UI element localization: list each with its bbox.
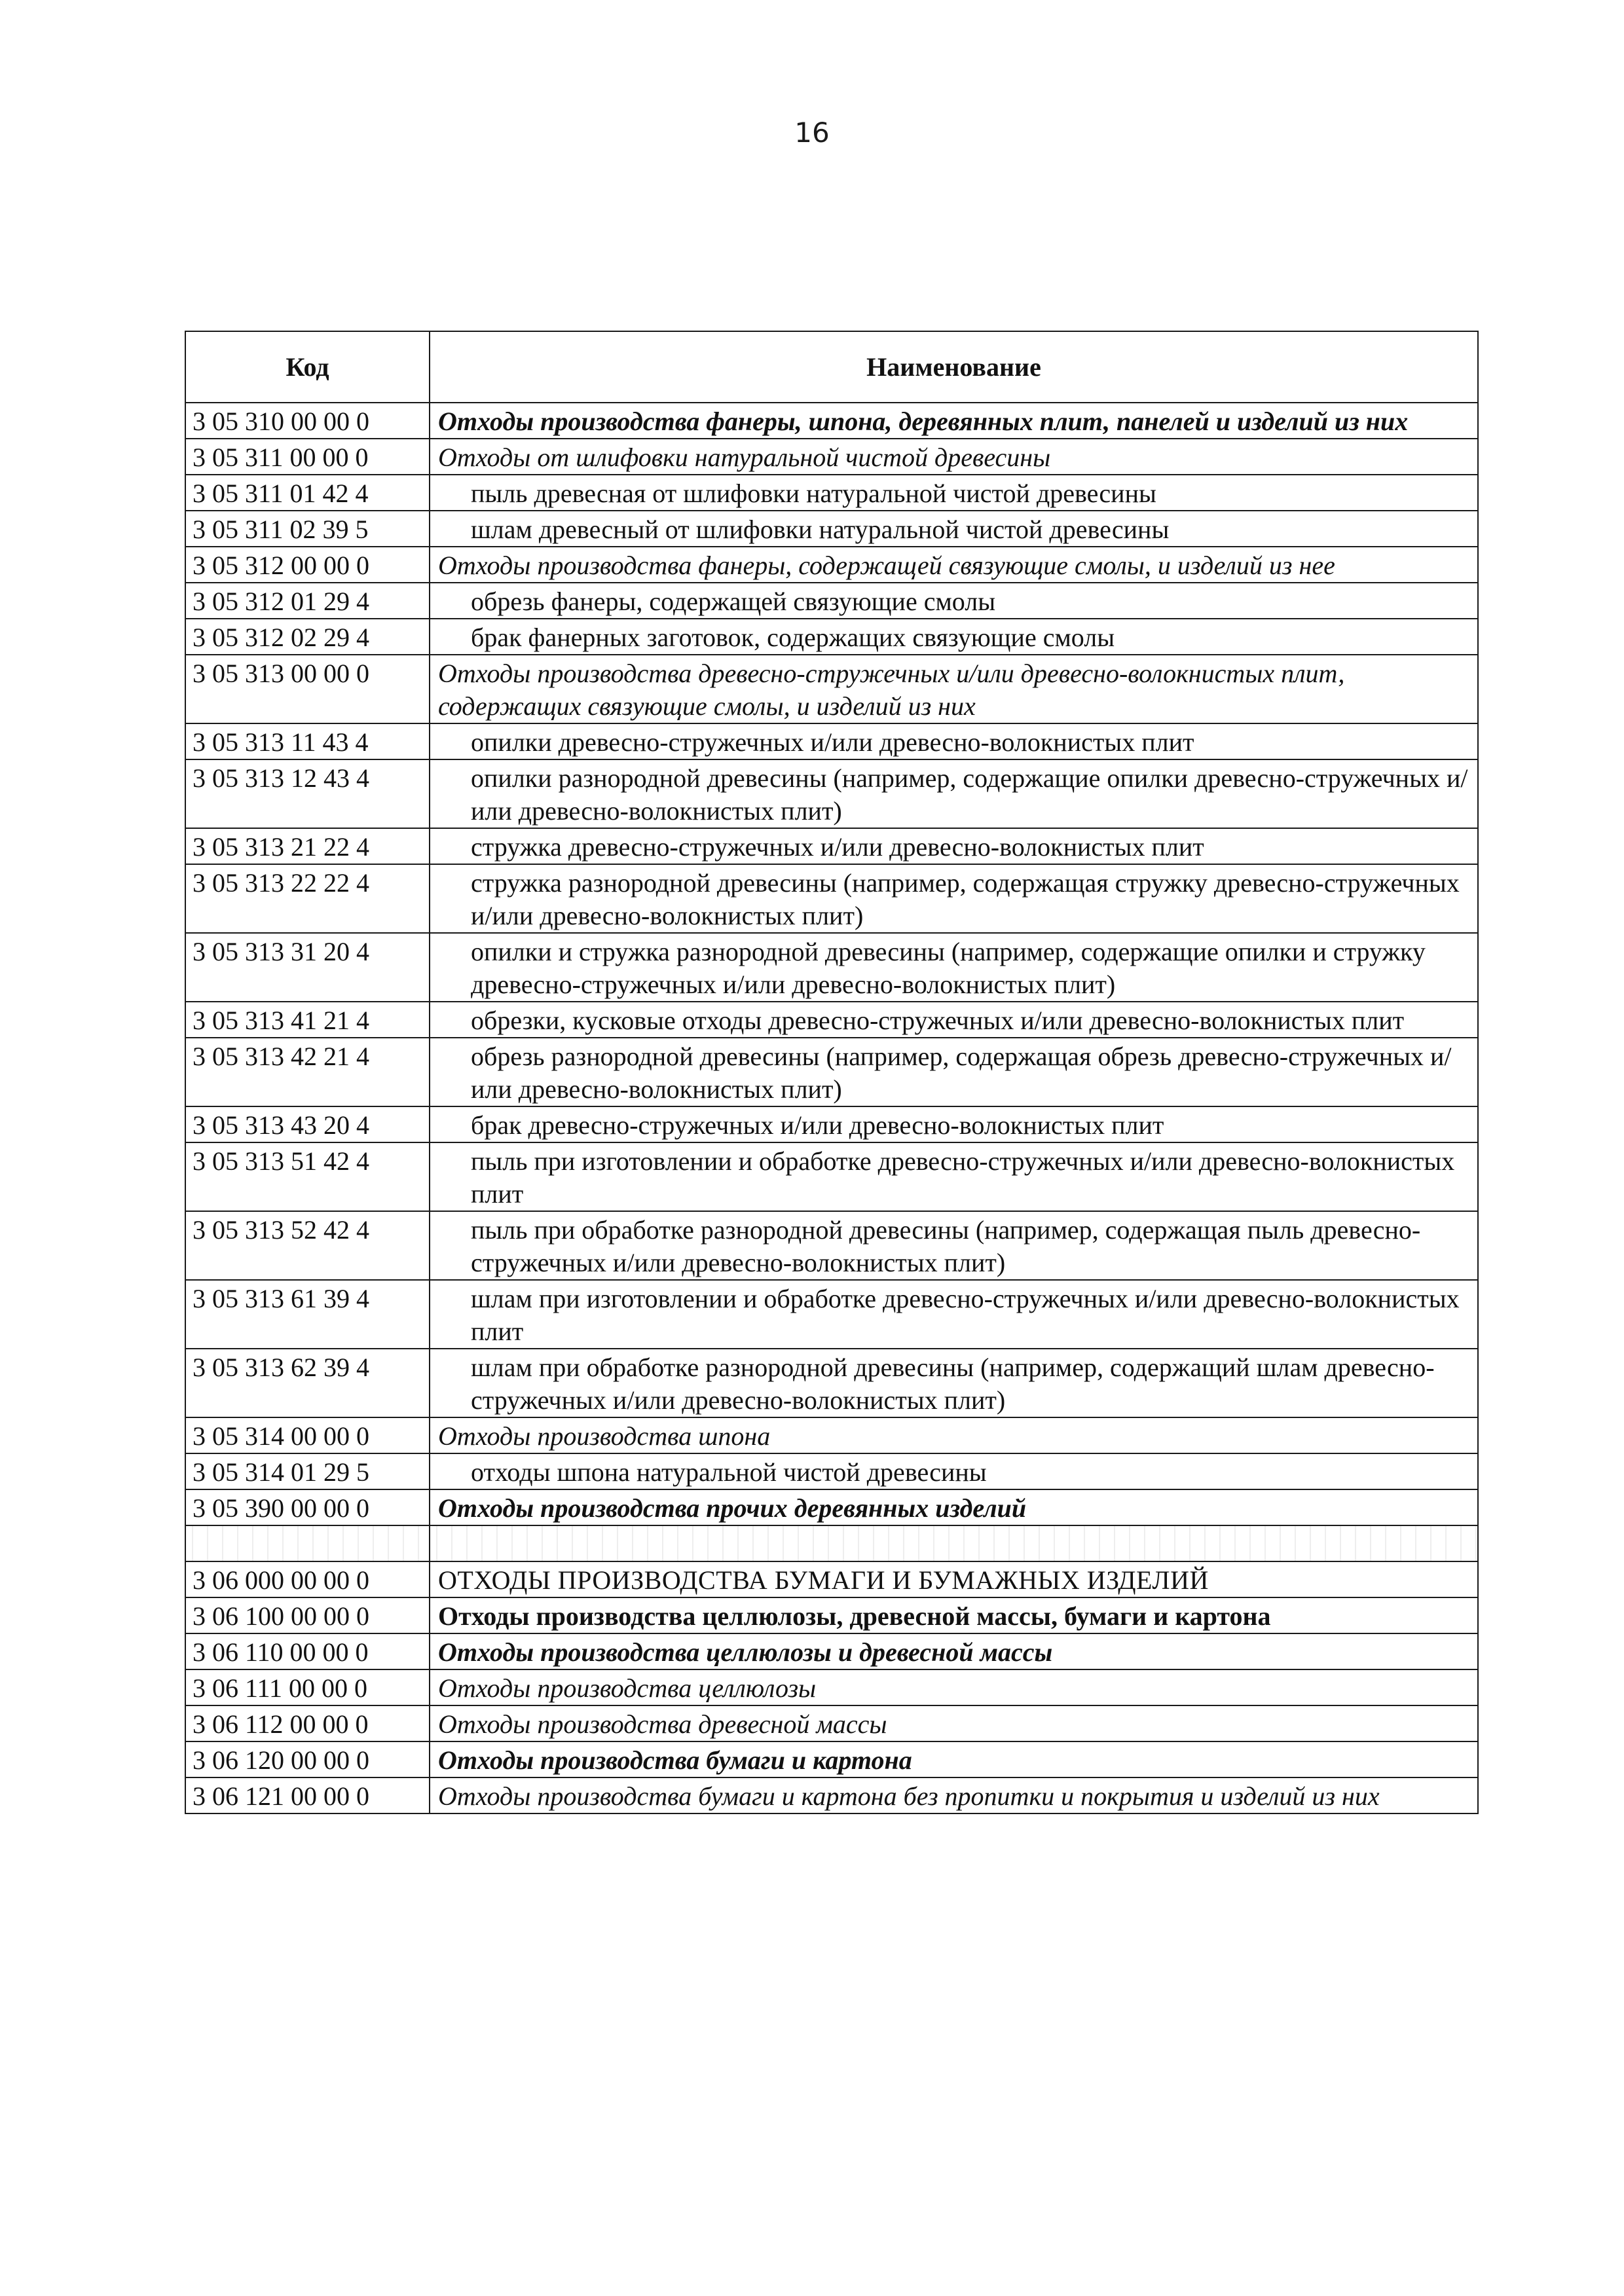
waste-code-cell: 3 06 112 00 00 0: [185, 1705, 430, 1741]
waste-name-cell: пыль при обработке разнородной древесины (например, содержащая пыль древесно-стружечных и/или древесно-волокнистых плит): [430, 1211, 1478, 1280]
waste-name-cell: обрезки, кусковые отходы древесно-стружечных и/или древесно-волокнистых плит: [430, 1002, 1478, 1038]
table-row: [185, 1349, 1478, 1417]
table-row: [185, 1211, 1478, 1280]
waste-code-cell: 3 05 312 01 29 4: [185, 583, 430, 619]
waste-name-cell: Отходы производства бумаги и картона: [430, 1741, 1478, 1777]
waste-code-cell: 3 06 000 00 00 0: [185, 1561, 430, 1597]
table-row: [185, 1705, 1478, 1741]
table-row: [185, 511, 1478, 547]
table-row: [185, 583, 1478, 619]
waste-code-table: [185, 331, 1479, 1814]
table-row: [185, 1002, 1478, 1038]
table-row: [185, 439, 1478, 475]
waste-code-cell: 3 05 312 00 00 0: [185, 547, 430, 583]
waste-name-cell: Отходы производства древесно-стружечных и/или древесно-волокнистых плит, содержащих связующие смолы, и изделий из них: [430, 655, 1478, 723]
waste-code-cell: 3 05 313 21 22 4: [185, 828, 430, 864]
code-column-header: Код: [185, 331, 430, 403]
table-row: [185, 1453, 1478, 1489]
waste-code-cell: 3 05 311 01 42 4: [185, 475, 430, 511]
table-row: [185, 1280, 1478, 1349]
waste-code-cell: 3 05 313 41 21 4: [185, 1002, 430, 1038]
waste-name-cell: [430, 1525, 1478, 1561]
table-row: [185, 1142, 1478, 1211]
waste-name-cell: шлам при изготовлении и обработке древесно-стружечных и/или древесно-волокнистых плит: [430, 1280, 1478, 1349]
table-row: [185, 1597, 1478, 1633]
waste-name-cell: Отходы производства целлюлозы, древесной массы, бумаги и картона: [430, 1597, 1478, 1633]
table-row: [185, 828, 1478, 864]
table-row: [185, 475, 1478, 511]
waste-name-cell: опилки и стружка разнородной древесины (например, содержащие опилки и стружку древесно-стружечных и/или древесно-волокнистых плит): [430, 933, 1478, 1002]
waste-name-cell: пыль древесная от шлифовки натуральной чистой древесины: [430, 475, 1478, 511]
table-row: [185, 1525, 1478, 1561]
waste-code-cell: 3 05 313 11 43 4: [185, 723, 430, 759]
table-row: [185, 1669, 1478, 1705]
waste-code-cell: 3 06 100 00 00 0: [185, 1597, 430, 1633]
waste-code-cell: 3 06 120 00 00 0: [185, 1741, 430, 1777]
waste-name-cell: Отходы от шлифовки натуральной чистой древесины: [430, 439, 1478, 475]
waste-code-cell: 3 05 311 02 39 5: [185, 511, 430, 547]
table-row: [185, 1489, 1478, 1525]
table-row: [185, 655, 1478, 723]
waste-code-cell: 3 05 313 62 39 4: [185, 1349, 430, 1417]
table-row: [185, 1106, 1478, 1142]
waste-name-cell: шлам при обработке разнородной древесины (например, содержащий шлам древесно-стружечных и/или древесно-волокнистых плит): [430, 1349, 1478, 1417]
waste-name-cell: опилки древесно-стружечных и/или древесно-волокнистых плит: [430, 723, 1478, 759]
waste-name-cell: стружка разнородной древесины (например, содержащая стружку древесно-стружечных и/или древесно-волокнистых плит): [430, 864, 1478, 933]
waste-code-cell: 3 05 311 00 00 0: [185, 439, 430, 475]
table-row: [185, 1777, 1478, 1813]
waste-code-cell: 3 05 313 51 42 4: [185, 1142, 430, 1211]
table-row: [185, 759, 1478, 828]
waste-code-cell: 3 05 313 52 42 4: [185, 1211, 430, 1280]
waste-code-cell: 3 05 313 31 20 4: [185, 933, 430, 1002]
waste-code-cell: [185, 1525, 430, 1561]
waste-name-cell: брак древесно-стружечных и/или древесно-волокнистых плит: [430, 1106, 1478, 1142]
table-row: [185, 723, 1478, 759]
waste-name-cell: обрезь разнородной древесины (например, содержащая обрезь древесно-стружечных и/или древесно-волокнистых плит): [430, 1038, 1478, 1106]
waste-name-cell: брак фанерных заготовок, содержащих связующие смолы: [430, 619, 1478, 655]
waste-name-cell: Отходы производства целлюлозы: [430, 1669, 1478, 1705]
table-row: [185, 864, 1478, 933]
waste-name-cell: шлам древесный от шлифовки натуральной чистой древесины: [430, 511, 1478, 547]
table-row: [185, 1417, 1478, 1453]
waste-code-cell: 3 05 313 22 22 4: [185, 864, 430, 933]
table-row: [185, 1741, 1478, 1777]
waste-name-cell: отходы шпона натуральной чистой древесины: [430, 1453, 1478, 1489]
waste-name-cell: опилки разнородной древесины (например, содержащие опилки древесно-стружечных и/или древесно-волокнистых плит): [430, 759, 1478, 828]
name-column-header: Наименование: [430, 331, 1478, 403]
waste-code-cell: 3 05 310 00 00 0: [185, 403, 430, 439]
table-row: [185, 1038, 1478, 1106]
waste-code-cell: 3 05 312 02 29 4: [185, 619, 430, 655]
table-row: [185, 1633, 1478, 1669]
waste-name-cell: пыль при изготовлении и обработке древесно-стружечных и/или древесно-волокнистых плит: [430, 1142, 1478, 1211]
table-header-row: [185, 331, 1478, 403]
table-row: [185, 403, 1478, 439]
waste-code-cell: 3 05 313 43 20 4: [185, 1106, 430, 1142]
waste-code-cell: 3 05 313 61 39 4: [185, 1280, 430, 1349]
waste-name-cell: Отходы производства древесной массы: [430, 1705, 1478, 1741]
waste-code-cell: 3 06 111 00 00 0: [185, 1669, 430, 1705]
waste-name-cell: ОТХОДЫ ПРОИЗВОДСТВА БУМАГИ И БУМАЖНЫХ ИЗДЕЛИЙ: [430, 1561, 1478, 1597]
waste-name-cell: Отходы производства фанеры, содержащей связующие смолы, и изделий из нее: [430, 547, 1478, 583]
page-number: 16: [794, 117, 830, 149]
table-row: [185, 933, 1478, 1002]
waste-name-cell: Отходы производства шпона: [430, 1417, 1478, 1453]
waste-name-cell: Отходы производства прочих деревянных изделий: [430, 1489, 1478, 1525]
table-body: [185, 403, 1478, 1813]
waste-name-cell: Отходы производства бумаги и картона без пропитки и покрытия и изделий из них: [430, 1777, 1478, 1813]
waste-code-cell: 3 06 110 00 00 0: [185, 1633, 430, 1669]
waste-code-cell: 3 05 314 00 00 0: [185, 1417, 430, 1453]
table-row: [185, 619, 1478, 655]
waste-code-cell: 3 06 121 00 00 0: [185, 1777, 430, 1813]
waste-name-cell: обрезь фанеры, содержащей связующие смолы: [430, 583, 1478, 619]
waste-code-cell: 3 05 313 42 21 4: [185, 1038, 430, 1106]
table-row: [185, 547, 1478, 583]
waste-name-cell: Отходы производства фанеры, шпона, деревянных плит, панелей и изделий из них: [430, 403, 1478, 439]
table-row: [185, 1561, 1478, 1597]
waste-code-cell: 3 05 390 00 00 0: [185, 1489, 430, 1525]
waste-code-cell: 3 05 313 00 00 0: [185, 655, 430, 723]
waste-name-cell: Отходы производства целлюлозы и древесной массы: [430, 1633, 1478, 1669]
waste-code-cell: 3 05 313 12 43 4: [185, 759, 430, 828]
waste-name-cell: стружка древесно-стружечных и/или древесно-волокнистых плит: [430, 828, 1478, 864]
waste-code-cell: 3 05 314 01 29 5: [185, 1453, 430, 1489]
